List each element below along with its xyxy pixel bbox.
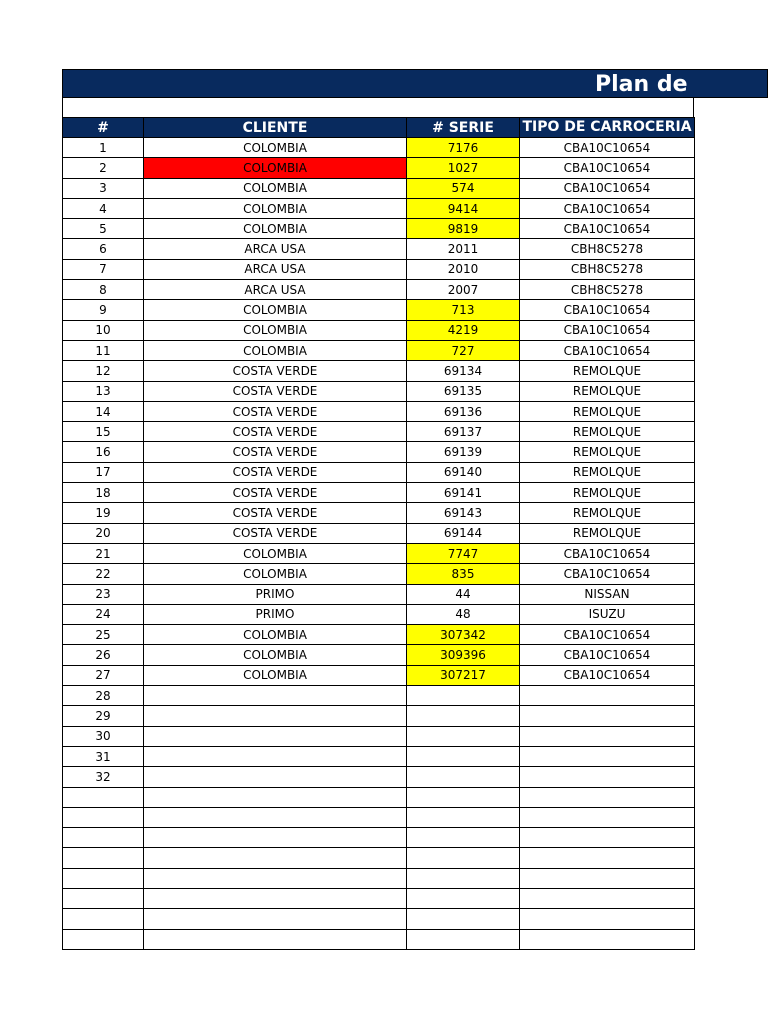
cell-serie[interactable]: 69141 [407,483,520,503]
cell-serie[interactable] [407,746,520,766]
cell-tipo[interactable]: CBA10C10654 [520,625,695,645]
cell-num[interactable]: 14 [63,401,144,421]
blank-row [62,98,694,118]
table-row [63,543,695,563]
cell-tipo[interactable]: CBA10C10654 [520,645,695,665]
cell-cliente[interactable] [144,807,407,827]
cell-serie[interactable]: 69134 [407,361,520,381]
cell-serie[interactable]: 9819 [407,219,520,239]
cell-num[interactable] [63,909,144,929]
cell-num[interactable]: 6 [63,239,144,259]
cell-num[interactable] [63,929,144,949]
column-header-cliente[interactable]: CLIENTE [144,118,407,138]
cell-serie[interactable] [407,929,520,949]
cell-tipo[interactable]: CBA10C10654 [520,198,695,218]
cell-tipo[interactable]: NISSAN [520,584,695,604]
cell-num[interactable] [63,828,144,848]
title-bar [62,69,768,98]
table-row [63,625,695,645]
cell-cliente[interactable] [144,828,407,848]
cell-num[interactable] [63,787,144,807]
table-row [63,848,695,868]
cell-serie[interactable]: 307217 [407,665,520,685]
cell-num[interactable]: 24 [63,604,144,624]
cell-num[interactable]: 21 [63,543,144,563]
cell-serie[interactable]: 574 [407,178,520,198]
cell-tipo[interactable]: REMOLQUE [520,422,695,442]
cell-serie[interactable]: 1027 [407,158,520,178]
cell-serie[interactable]: 69135 [407,381,520,401]
table-row [63,787,695,807]
cell-tipo[interactable] [520,726,695,746]
cell-serie[interactable]: 69144 [407,523,520,543]
cell-tipo[interactable]: CBA10C10654 [520,178,695,198]
cell-cliente[interactable]: COSTA VERDE [144,361,407,381]
cell-num[interactable]: 22 [63,564,144,584]
cell-tipo[interactable]: CBA10C10654 [520,340,695,360]
cell-num[interactable]: 18 [63,483,144,503]
cell-num[interactable]: 29 [63,706,144,726]
cell-cliente[interactable]: COSTA VERDE [144,401,407,421]
cell-serie[interactable]: 9414 [407,198,520,218]
cell-tipo[interactable]: REMOLQUE [520,381,695,401]
table-row [63,665,695,685]
cell-num[interactable]: 16 [63,442,144,462]
cell-tipo[interactable] [520,787,695,807]
cell-tipo[interactable] [520,909,695,929]
table-row [63,483,695,503]
cell-serie[interactable]: 69139 [407,442,520,462]
cell-cliente[interactable]: ARCA USA [144,280,407,300]
cell-tipo[interactable] [520,828,695,848]
cell-tipo[interactable]: CBH8C5278 [520,280,695,300]
cell-serie[interactable]: 2011 [407,239,520,259]
cell-tipo[interactable] [520,767,695,787]
cell-tipo[interactable] [520,706,695,726]
cell-serie[interactable] [407,767,520,787]
cell-cliente[interactable]: COLOMBIA [144,320,407,340]
cell-cliente[interactable]: COSTA VERDE [144,523,407,543]
cell-serie[interactable] [407,686,520,706]
table-row [63,726,695,746]
cell-serie[interactable] [407,726,520,746]
cell-tipo[interactable] [520,686,695,706]
cell-serie[interactable] [407,868,520,888]
table-row [63,564,695,584]
cell-cliente[interactable]: COLOMBIA [144,158,407,178]
cell-cliente[interactable] [144,726,407,746]
cell-num[interactable]: 25 [63,625,144,645]
cell-tipo[interactable]: CBA10C10654 [520,300,695,320]
cell-num[interactable]: 27 [63,665,144,685]
table-row [63,503,695,523]
cell-num[interactable]: 2 [63,158,144,178]
cell-cliente[interactable]: COLOMBIA [144,625,407,645]
cell-num[interactable]: 1 [63,138,144,158]
cell-serie[interactable]: 69143 [407,503,520,523]
table-row [63,746,695,766]
cell-cliente[interactable] [144,888,407,908]
cell-serie[interactable]: 7747 [407,543,520,563]
cell-tipo[interactable]: REMOLQUE [520,523,695,543]
cell-serie[interactable]: 4219 [407,320,520,340]
cell-tipo[interactable]: REMOLQUE [520,442,695,462]
table-row [63,604,695,624]
cell-num[interactable]: 13 [63,381,144,401]
cell-cliente[interactable]: COLOMBIA [144,219,407,239]
cell-cliente[interactable]: COLOMBIA [144,665,407,685]
cell-serie[interactable]: 2010 [407,259,520,279]
table-row [63,462,695,482]
cell-serie[interactable]: 69137 [407,422,520,442]
cell-serie[interactable] [407,888,520,908]
cell-num[interactable]: 4 [63,198,144,218]
cell-serie[interactable] [407,909,520,929]
cell-num[interactable]: 28 [63,686,144,706]
cell-serie[interactable]: 2007 [407,280,520,300]
table-row [63,888,695,908]
cell-tipo[interactable]: CBH8C5278 [520,259,695,279]
table-row [63,219,695,239]
cell-tipo[interactable]: REMOLQUE [520,483,695,503]
cell-tipo[interactable] [520,807,695,827]
cell-tipo[interactable]: REMOLQUE [520,503,695,523]
cell-serie[interactable]: 7176 [407,138,520,158]
cell-cliente[interactable] [144,746,407,766]
header-row [63,118,695,138]
cell-cliente[interactable] [144,767,407,787]
table-row [63,807,695,827]
cell-cliente[interactable]: COSTA VERDE [144,462,407,482]
table-row [63,300,695,320]
table-row [63,401,695,421]
cell-serie[interactable] [407,807,520,827]
cell-tipo[interactable]: CBA10C10654 [520,138,695,158]
cell-serie[interactable] [407,787,520,807]
cell-num[interactable]: 7 [63,259,144,279]
cell-cliente[interactable]: COSTA VERDE [144,483,407,503]
cell-tipo[interactable]: CBA10C10654 [520,543,695,563]
cell-num[interactable] [63,807,144,827]
cell-tipo[interactable]: REMOLQUE [520,401,695,421]
cell-cliente[interactable] [144,929,407,949]
column-header-num[interactable]: # [63,118,144,138]
cell-cliente[interactable] [144,909,407,929]
table-row [63,239,695,259]
cell-tipo[interactable]: ISUZU [520,604,695,624]
table-row [63,259,695,279]
table-row [63,868,695,888]
cell-num[interactable]: 32 [63,767,144,787]
cell-num[interactable]: 10 [63,320,144,340]
cell-num[interactable] [63,848,144,868]
cell-cliente[interactable]: COLOMBIA [144,645,407,665]
plan-table [62,117,695,950]
column-header-serie[interactable]: # SERIE [407,118,520,138]
cell-num[interactable]: 30 [63,726,144,746]
cell-serie[interactable]: 69136 [407,401,520,421]
cell-num[interactable]: 5 [63,219,144,239]
table-row [63,645,695,665]
cell-serie[interactable] [407,706,520,726]
cell-serie[interactable] [407,828,520,848]
cell-cliente[interactable]: PRIMO [144,604,407,624]
table-row [63,584,695,604]
cell-cliente[interactable]: COLOMBIA [144,340,407,360]
column-header-tipo[interactable]: TIPO DE CARROCERIA [520,118,695,138]
cell-num[interactable]: 19 [63,503,144,523]
cell-tipo[interactable] [520,888,695,908]
cell-cliente[interactable]: ARCA USA [144,259,407,279]
cell-cliente[interactable] [144,787,407,807]
cell-tipo[interactable]: REMOLQUE [520,361,695,381]
cell-num[interactable]: 9 [63,300,144,320]
cell-tipo[interactable]: CBA10C10654 [520,219,695,239]
cell-cliente[interactable] [144,686,407,706]
cell-cliente[interactable]: COSTA VERDE [144,442,407,462]
table-row [63,178,695,198]
cell-cliente[interactable] [144,848,407,868]
cell-tipo[interactable] [520,929,695,949]
table-row [63,929,695,949]
cell-tipo[interactable]: CBA10C10654 [520,665,695,685]
cell-serie[interactable]: 44 [407,584,520,604]
cell-tipo[interactable]: CBH8C5278 [520,239,695,259]
cell-serie[interactable]: 69140 [407,462,520,482]
table-row [63,706,695,726]
cell-cliente[interactable] [144,868,407,888]
table-row [63,442,695,462]
cell-tipo[interactable]: CBA10C10654 [520,158,695,178]
page-title: Plan de [595,72,688,97]
cell-serie[interactable] [407,848,520,868]
table-body [63,138,695,950]
table-row [63,340,695,360]
table-row [63,280,695,300]
table-row [63,686,695,706]
cell-num[interactable]: 15 [63,422,144,442]
table-row [63,158,695,178]
cell-serie[interactable]: 309396 [407,645,520,665]
cell-num[interactable]: 3 [63,178,144,198]
cell-cliente[interactable]: COLOMBIA [144,543,407,563]
cell-serie[interactable]: 727 [407,340,520,360]
cell-num[interactable]: 20 [63,523,144,543]
cell-num[interactable]: 31 [63,746,144,766]
cell-cliente[interactable]: COLOMBIA [144,198,407,218]
cell-tipo[interactable]: CBA10C10654 [520,564,695,584]
cell-num[interactable]: 17 [63,462,144,482]
cell-num[interactable]: 26 [63,645,144,665]
cell-cliente[interactable]: ARCA USA [144,239,407,259]
table-row [63,523,695,543]
cell-num[interactable]: 8 [63,280,144,300]
cell-tipo[interactable] [520,848,695,868]
cell-tipo[interactable]: CBA10C10654 [520,320,695,340]
cell-tipo[interactable] [520,868,695,888]
cell-serie[interactable]: 48 [407,604,520,624]
cell-num[interactable]: 11 [63,340,144,360]
table-row [63,422,695,442]
table-row [63,381,695,401]
table-row [63,767,695,787]
table-row [63,138,695,158]
cell-cliente[interactable]: COLOMBIA [144,178,407,198]
cell-tipo[interactable]: REMOLQUE [520,462,695,482]
table-row [63,909,695,929]
cell-cliente[interactable]: PRIMO [144,584,407,604]
cell-num[interactable] [63,868,144,888]
table-row [63,361,695,381]
cell-num[interactable]: 23 [63,584,144,604]
cell-tipo[interactable] [520,746,695,766]
cell-cliente[interactable]: COSTA VERDE [144,503,407,523]
table-row [63,320,695,340]
cell-num[interactable]: 12 [63,361,144,381]
cell-cliente[interactable]: COLOMBIA [144,300,407,320]
cell-cliente[interactable]: COSTA VERDE [144,381,407,401]
table-row [63,198,695,218]
cell-cliente[interactable] [144,706,407,726]
cell-serie[interactable]: 835 [407,564,520,584]
cell-cliente[interactable]: COSTA VERDE [144,422,407,442]
cell-cliente[interactable]: COLOMBIA [144,138,407,158]
cell-serie[interactable]: 307342 [407,625,520,645]
cell-serie[interactable]: 713 [407,300,520,320]
table-row [63,828,695,848]
cell-cliente[interactable]: COLOMBIA [144,564,407,584]
cell-num[interactable] [63,888,144,908]
